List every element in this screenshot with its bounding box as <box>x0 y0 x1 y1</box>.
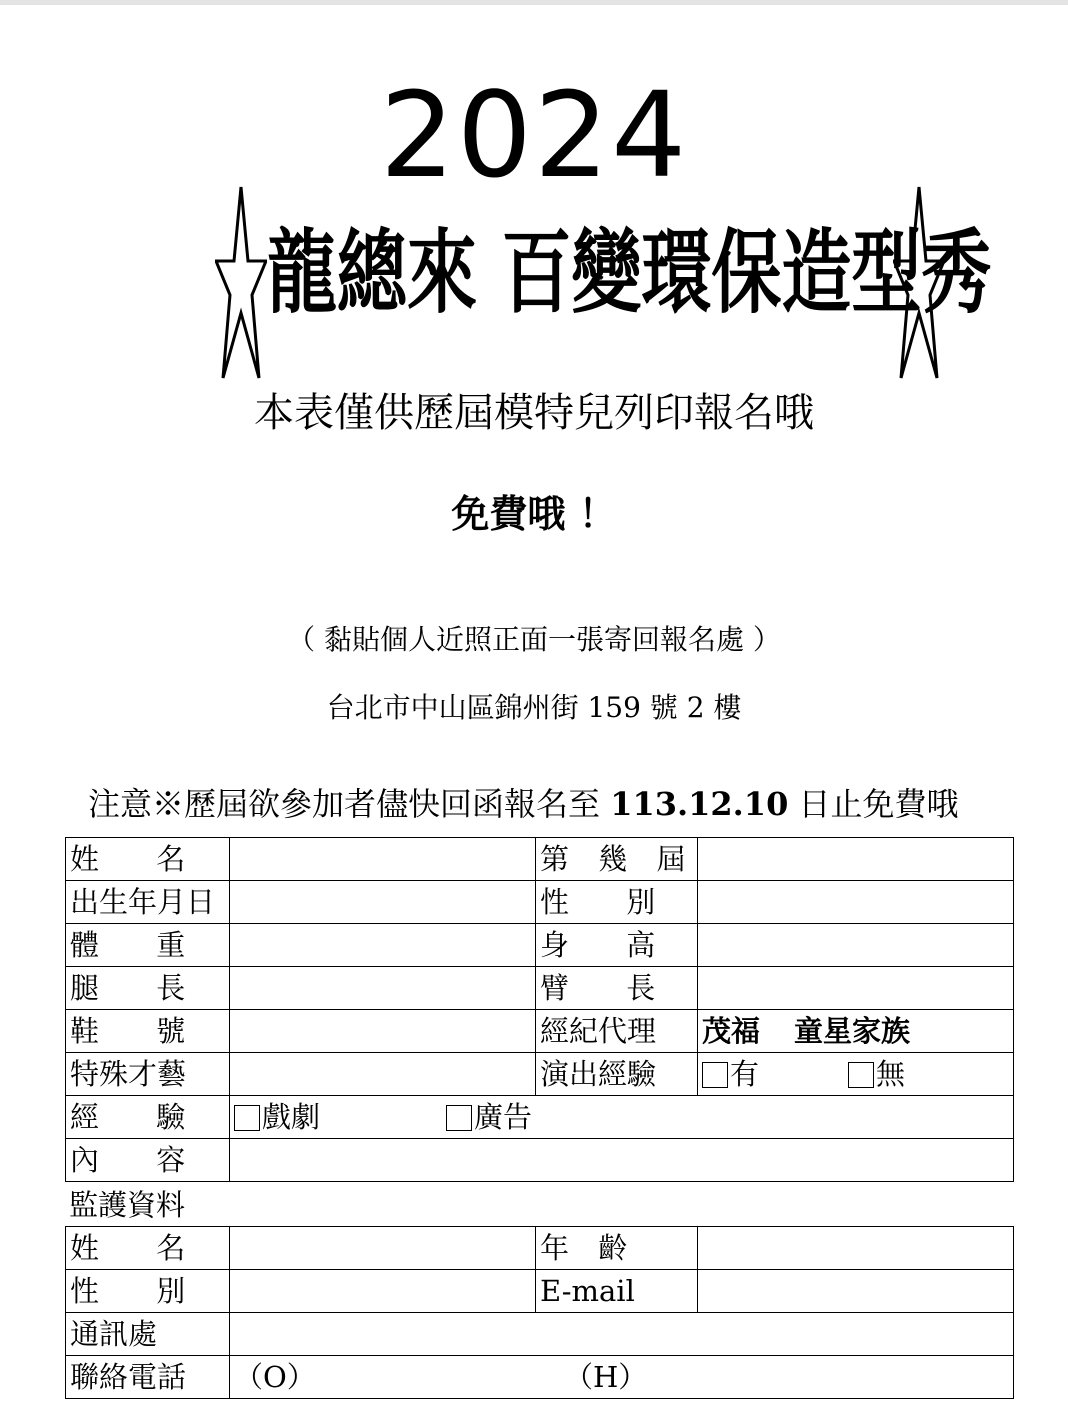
table-row <box>66 1313 1014 1356</box>
session-label: 第 幾 屆 <box>536 838 698 881</box>
guardian-heading: 監護資料 <box>69 1188 186 1222</box>
exp-ad-checkbox[interactable] <box>446 1105 472 1131</box>
birth-label: 出生年月日 <box>66 881 230 924</box>
table-row <box>66 1010 1014 1053</box>
exp-ad-label: 廣告 <box>474 1100 533 1134</box>
subtitle: 本表僅供歷屆模特兒列印報名哦 <box>254 390 814 436</box>
notice-suffix: 日止免費哦 <box>798 785 959 823</box>
weight-field[interactable] <box>230 924 536 967</box>
guardian-gender-field[interactable] <box>230 1270 536 1313</box>
table-row <box>66 1227 1014 1270</box>
performance-options <box>698 1053 1014 1096</box>
leg-label: 腿 長 <box>66 967 230 1010</box>
perf-no-label: 無 <box>876 1057 906 1091</box>
arm-field[interactable] <box>698 967 1014 1010</box>
session-field[interactable] <box>698 838 1014 881</box>
agent-label: 經紀代理 <box>536 1010 698 1053</box>
shoe-field[interactable] <box>230 1010 536 1053</box>
talent-label: 特殊才藝 <box>66 1053 230 1096</box>
guardian-age-label: 年 齡 <box>536 1227 698 1270</box>
table-row <box>66 1356 1014 1399</box>
table-row <box>66 838 1014 881</box>
talent-field[interactable] <box>230 1053 536 1096</box>
gender-field[interactable] <box>698 881 1014 924</box>
birth-field[interactable] <box>230 881 536 924</box>
guardian-email-field[interactable] <box>698 1270 1014 1313</box>
name-field[interactable] <box>230 838 536 881</box>
leg-field[interactable] <box>230 967 536 1010</box>
height-label: 身 高 <box>536 924 698 967</box>
photo-note: （ 黏貼個人近照正面一張寄回報名處 ） <box>287 623 781 656</box>
height-field[interactable] <box>698 924 1014 967</box>
shoe-label: 鞋 號 <box>66 1010 230 1053</box>
headline <box>215 185 992 380</box>
experience-options <box>230 1096 1014 1139</box>
star-left-icon <box>215 185 267 380</box>
notice-prefix: 注意※歷屆欲參加者儘快回函報名至 <box>88 785 601 823</box>
table-row <box>66 1139 1014 1182</box>
agent-name-2: 童星家族 <box>794 1014 911 1048</box>
guardian-age-field[interactable] <box>698 1227 1014 1270</box>
experience-label: 經 驗 <box>66 1096 230 1139</box>
deadline-notice <box>88 782 959 826</box>
perf-yes-label: 有 <box>730 1057 760 1091</box>
table-row <box>66 1096 1014 1139</box>
guardian-gender-label: 性 別 <box>66 1270 230 1313</box>
mailing-address: 台北市中山區錦州街 159 號 2 樓 <box>326 691 742 724</box>
agent-name-1: 茂福 <box>702 1014 761 1048</box>
guardian-address-field[interactable] <box>230 1313 1014 1356</box>
phone-office-label: （O） <box>234 1360 316 1394</box>
guardian-name-field[interactable] <box>230 1227 536 1270</box>
table-row <box>66 967 1014 1010</box>
gender-label: 性 別 <box>536 881 698 924</box>
exp-drama-label: 戲劇 <box>262 1100 321 1134</box>
table-row <box>66 881 1014 924</box>
perf-yes-checkbox[interactable] <box>702 1062 728 1088</box>
guardian-email-label: E-mail <box>536 1270 698 1313</box>
top-edge-bar <box>0 0 1068 5</box>
performance-label: 演出經驗 <box>536 1053 698 1096</box>
table-row <box>66 924 1014 967</box>
registration-form <box>65 837 1014 1182</box>
guardian-phone-label: 聯絡電話 <box>66 1356 230 1399</box>
weight-label: 體 重 <box>66 924 230 967</box>
guardian-name-label: 姓 名 <box>66 1227 230 1270</box>
table-row <box>66 1053 1014 1096</box>
arm-label: 臂 長 <box>536 967 698 1010</box>
agent-value <box>698 1010 1014 1053</box>
guardian-address-label: 通訊處 <box>66 1313 230 1356</box>
free-text: 免費哦 ！ <box>451 492 617 536</box>
guardian-form <box>65 1226 1014 1399</box>
year-title: 2024 <box>379 66 689 204</box>
headline-title: 龍總來 百變環保造型秀 <box>267 218 992 327</box>
perf-no-checkbox[interactable] <box>848 1062 874 1088</box>
content-label: 內 容 <box>66 1139 230 1182</box>
table-row <box>66 1270 1014 1313</box>
phone-home-label: （H） <box>564 1360 648 1394</box>
guardian-phone-field[interactable] <box>230 1356 1014 1399</box>
exp-drama-checkbox[interactable] <box>234 1105 260 1131</box>
content-field[interactable] <box>230 1139 1014 1182</box>
star-right-icon <box>893 185 945 380</box>
notice-date: 113.12.10 <box>610 785 789 823</box>
name-label: 姓 名 <box>66 838 230 881</box>
